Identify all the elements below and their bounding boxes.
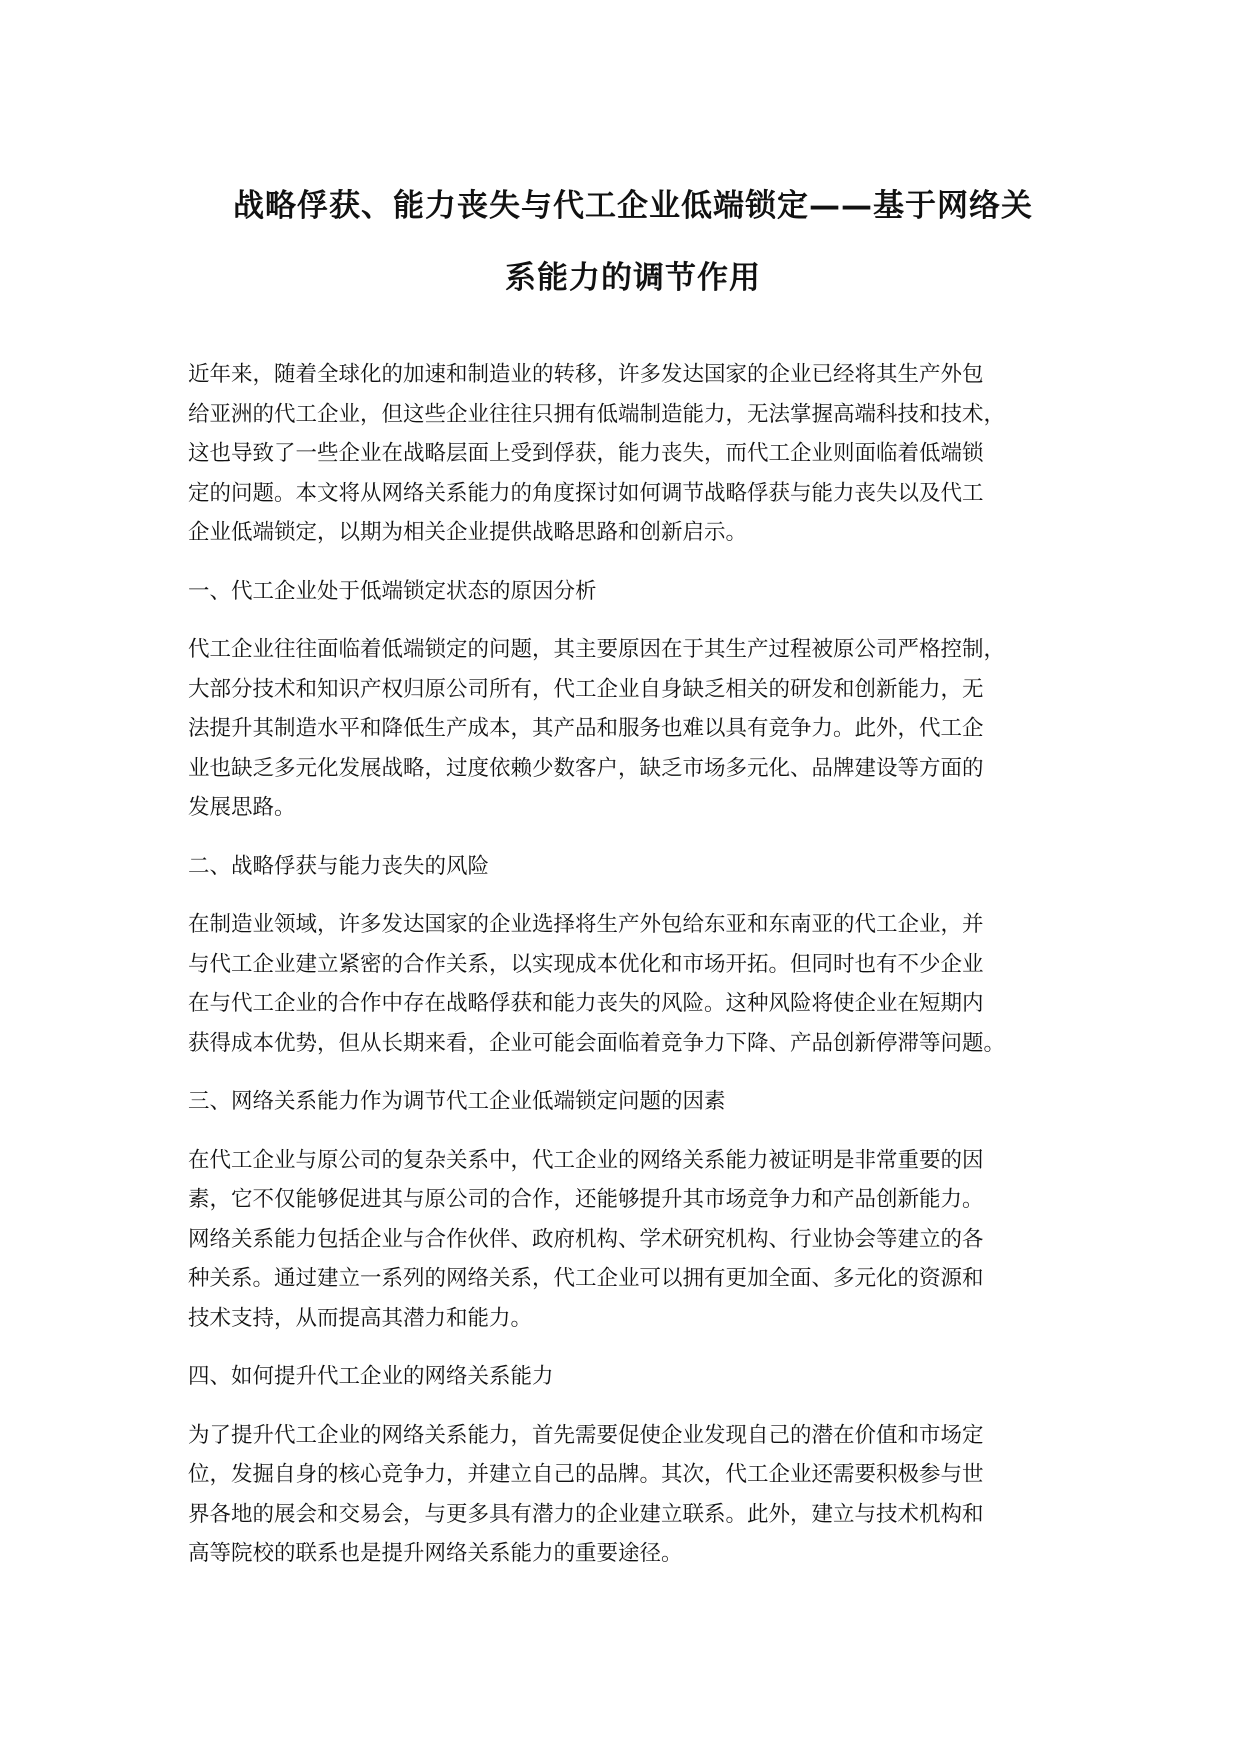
paragraph-line: 代工企业往往面临着低端锁定的问题，其主要原因在于其生产过程被原公司严格控制， [188, 637, 1006, 662]
paragraph-line: 位，发掘自身的核心竞争力，并建立自己的品牌。其次，代工企业还需要积极参与世 [188, 1462, 984, 1487]
paragraph-line: 与代工企业建立紧密的合作关系，以实现成本优化和市场开拓。但同时也有不少企业 [188, 951, 984, 977]
paragraph-line: 业也缺乏多元化发展战略，过度依赖少数客户，缺乏市场多元化、品牌建设等方面的 [188, 755, 984, 781]
paragraph-line: 在代工企业与原公司的复杂关系中，代工企业的网络关系能力被证明是非常重要的因 [188, 1147, 984, 1173]
section-heading: 二、战略俘获与能力丧失的风险 [188, 853, 490, 879]
section-paragraph [188, 905, 1078, 1063]
paragraph-line: 给亚洲的代工企业，但这些企业往往只拥有低端制造能力，无法掌握高端科技和技术， [188, 401, 1006, 427]
section-paragraph [188, 1416, 1078, 1574]
paragraph-line: 为了提升代工企业的网络关系能力，首先需要促使企业发现自己的潜在价值和市场定 [188, 1422, 984, 1448]
paragraph-line: 高等院校的联系也是提升网络关系能力的重要途径。 [188, 1541, 683, 1566]
paragraph-line: 界各地的展会和交易会，与更多具有潜力的企业建立联系。此外，建立与技术机构和 [188, 1501, 984, 1527]
paragraph-line: 发展思路。 [188, 795, 296, 820]
paragraph-line: 大部分技术和知识产权归原公司所有，代工企业自身缺乏相关的研发和创新能力，无 [188, 676, 984, 702]
section-heading: 四、如何提升代工企业的网络关系能力 [188, 1364, 554, 1389]
paragraph-line: 在制造业领域，许多发达国家的企业选择将生产外包给东亚和东南亚的代工企业，并 [188, 912, 984, 937]
section-paragraph [188, 630, 1078, 828]
section-heading: 三、网络关系能力作为调节代工企业低端锁定问题的因素 [188, 1089, 726, 1114]
paragraph-line: 企业低端锁定，以期为相关企业提供战略思路和创新启示。 [188, 520, 748, 545]
section-heading: 一、代工企业处于低端锁定状态的原因分析 [188, 578, 597, 604]
title-line: 系能力的调节作用 [505, 260, 761, 296]
paragraph-line: 种关系。通过建立一系列的网络关系，代工企业可以拥有更加全面、多元化的资源和 [188, 1266, 984, 1291]
paragraph-line: 网络关系能力包括企业与合作伙伴、政府机构、学术研究机构、行业协会等建立的各 [188, 1226, 984, 1252]
paragraph-line: 近年来，随着全球化的加速和制造业的转移，许多发达国家的企业已经将其生产外包 [188, 362, 984, 387]
paragraph-line: 法提升其制造水平和降低生产成本，其产品和服务也难以具有竞争力。此外，代工企 [188, 716, 984, 741]
paragraph-line: 定的问题。本文将从网络关系能力的角度探讨如何调节战略俘获与能力丧失以及代工 [188, 480, 984, 506]
paragraph-line: 在与代工企业的合作中存在战略俘获和能力丧失的风险。这种风险将使企业在短期内 [188, 991, 984, 1016]
document-title [178, 170, 1088, 314]
paragraph-line: 技术支持，从而提高其潜力和能力。 [188, 1305, 533, 1331]
paragraph-line: 素，它不仅能够促进其与原公司的合作，还能够提升其市场竞争力和产品创新能力。 [188, 1187, 984, 1212]
document-body [188, 355, 1078, 1574]
paragraph-line: 这也导致了一些企业在战略层面上受到俘获，能力丧失，而代工企业则面临着低端锁 [188, 441, 984, 466]
section-paragraph [188, 1141, 1078, 1339]
intro-paragraph [188, 355, 1078, 553]
paragraph-line: 获得成本优势，但从长期来看，企业可能会面临着竞争力下降、产品创新停滞等问题。 [188, 1030, 1006, 1056]
title-line: 战略俘获、能力丧失与代工企业低端锁定——基于网络关 [233, 188, 1033, 224]
